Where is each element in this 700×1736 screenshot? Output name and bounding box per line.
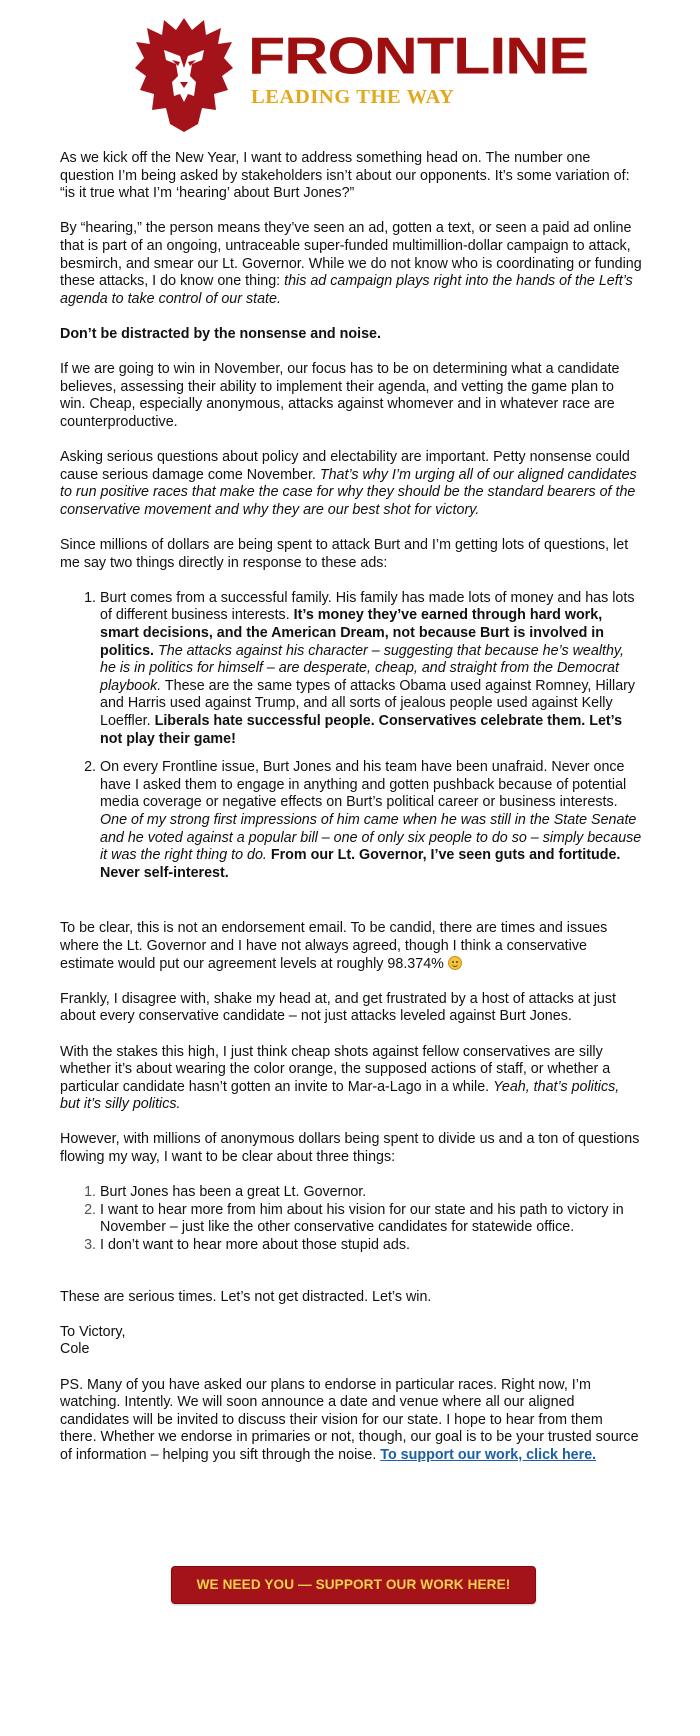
brand-tagline: LEADING THE WAY	[251, 86, 455, 108]
signature-name: Cole	[60, 1341, 90, 1358]
email-header	[0, 0, 700, 140]
paragraph-positive-races: Asking serious questions about policy and electability are important. Petty nonsense could cause serious damage come November. That’s why I’m urging all of our aligned candidates to run positive races that make the case for why they should be the standard bearers of the conservative movement and why they are our best shot for victory.	[60, 449, 637, 518]
paragraph-two-things-intro: Since millions of dollars are being spent to attack Burt and I’m getting lots of questions, let me say two things directly in response to these ads:	[60, 537, 629, 571]
list-item: 1. Burt comes from a successful family. His family has made lots of money and has lots of different business interests. It’s money they’ve earned through hard work, smart decisions, and the American Dream, not because Burt is involved in politics. The attacks against his character – suggesting that because he’s wealthy, he is in politics for himself – are desperate, cheap, and straight from the Democrat playbook. These are the same types of attacks Obama used against Romney, Hillary and Harris used against Trump, and all sorts of jealous people used against Kelly Loeffler. Liberals hate successful people. Conservatives celebrate them. Let’s not play their game!	[100, 590, 643, 748]
paragraph-ps: PS. Many of you have asked our plans to endorse in particular races. Right now, I’m watching. Intently. We will soon announce a date and venue where all our aligned candidates will be invited to discuss their vision for our state. I hope to hear from them there. Whether we endorse in primaries or not, though, our goal is to be your trusted source of information – helping you sift through the noise. To support our work, click here.	[60, 1376, 639, 1463]
list-item: 3. I don’t want to hear more about those stupid ads.	[100, 1237, 643, 1255]
paragraph-heading: Don’t be distracted by the nonsense and noise.	[60, 325, 381, 342]
paragraph-not-endorsement: To be clear, this is not an endorsement email. To be candid, there are times and issues where the Lt. Governor and I have not always agreed, though I think a conservative estimate would put our agreement levels at roughly 98.374%	[60, 920, 608, 972]
paragraph-hearing: By “hearing,” the person means they’ve seen an ad, gotten a text, or seen a paid ad online that is part of an ongoing, untraceable super-funded multimillion-dollar campaign to attack, besmirch, and smear our Lt. Governor. While we do not know who is coordinating or funding these attacks, I do know one thing: this ad campaign plays right into the hands of the Left’s agenda to take control of our state.	[60, 220, 642, 307]
signature-block	[60, 1324, 643, 1359]
paragraph-focus: If we are going to win in November, our focus has to be on determining what a candidate believes, assessing their ability to implement their agenda, and vetting the game plan to win. Cheap, especially anonymous, attacks against whomever and in whatever race are counterproductive.	[60, 361, 620, 430]
paragraph-serious-times: These are serious times. Let’s not get distracted. Let’s win.	[60, 1288, 432, 1305]
paragraph-intro: As we kick off the New Year, I want to address something head on. The number one question I’m being asked by stakeholders isn’t about our opponents. It’s some variation of: “is it true what I’m ‘hearing’ about Burt Jones?”	[60, 150, 630, 202]
lion-head-icon	[134, 16, 234, 134]
smiling-face-icon	[448, 956, 462, 970]
support-link[interactable]: To support our work, click here.	[380, 1446, 597, 1463]
email-body	[60, 150, 643, 1482]
signoff: To Victory,	[60, 1323, 126, 1340]
cta-section	[0, 1566, 700, 1606]
list-item: 1. Burt Jones has been a great Lt. Governor.	[100, 1184, 643, 1202]
list-item: 2. I want to hear more from him about his vision for our state and his path to victory in November – just like the other conservative candidates for statewide office.	[100, 1202, 643, 1237]
paragraph-stakes: With the stakes this high, I just think cheap shots against fellow conservatives are silly whether it’s about wearing the color orange, the supposed actions of staff, or whether a particular candidate hasn’t gotten an invite to Mar-a-Lago in a while. Yeah, that’s politics, but it’s silly politics.	[60, 1043, 620, 1113]
two-points-list	[60, 590, 643, 883]
paragraph-three-things-intro: However, with millions of anonymous dollars being spent to divide us and a ton of questions flowing my way, I want to be clear about three things:	[60, 1131, 640, 1166]
three-things-list	[60, 1184, 643, 1254]
brand-name: FRONTLINE	[248, 26, 589, 85]
paragraph-frankly: Frankly, I disagree with, shake my head at, and get frustrated by a host of attacks at just about every conservative candidate – not just attacks leveled against Burt Jones.	[60, 990, 617, 1025]
list-item: 2. On every Frontline issue, Burt Jones and his team have been unafraid. Never once have I asked them to engage in anything and gotten pushback because of potential media coverage or negative effects on Burt’s political career or business interests. One of my strong first impressions of him came when he was still in the State Senate and he voted against a popular bill – one of only six people to do so – simply because it was the right thing to do. From our Lt. Governor, I’ve seen guts and fortitude. Never self-interest.	[100, 759, 643, 882]
support-button[interactable]: WE NEED YOU — SUPPORT OUR WORK HERE!	[171, 1566, 536, 1604]
